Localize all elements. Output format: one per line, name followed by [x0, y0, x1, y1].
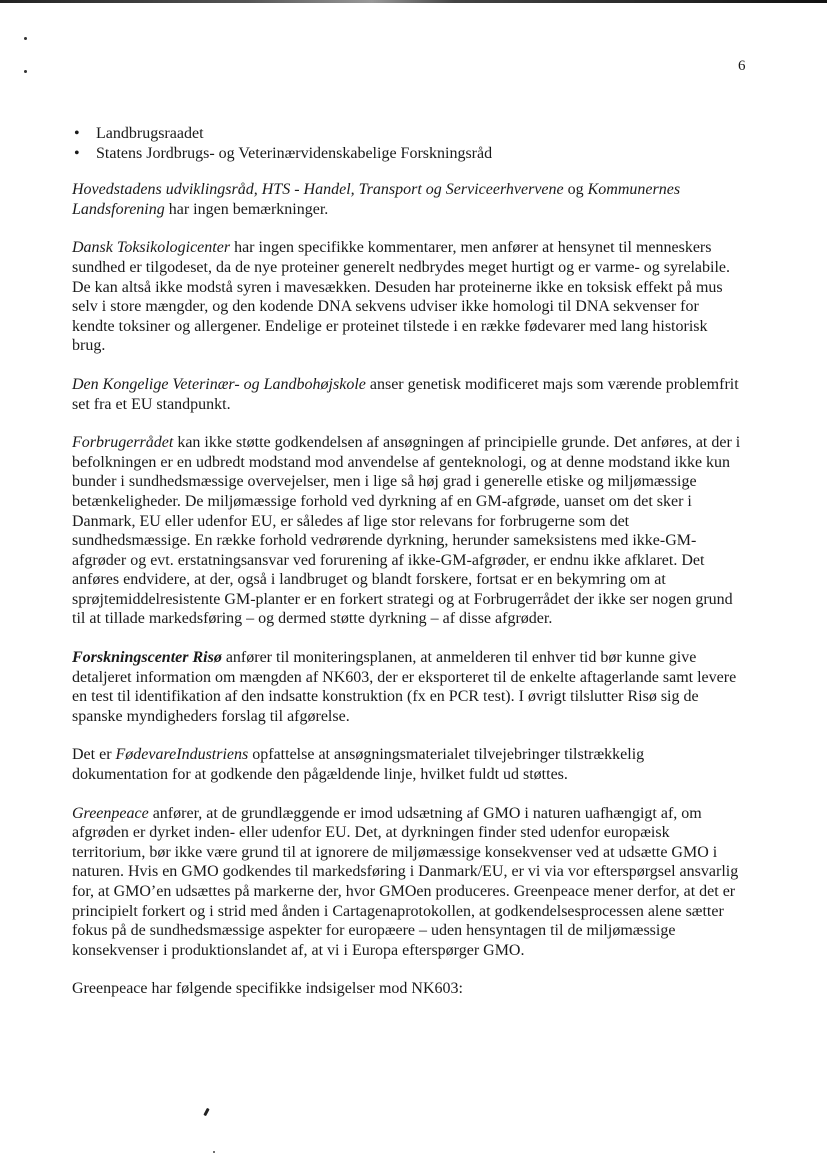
bullet-list [72, 124, 744, 163]
paragraph-text: Greenpeace har følgende specifikke indsigelser mod NK603: [72, 980, 463, 998]
paragraph-toksikologicenter [72, 238, 744, 356]
page-number: 6 [738, 58, 746, 74]
paragraph-no-remarks [72, 180, 744, 219]
top-edge-rule [0, 0, 827, 3]
paragraph-text: opfattelse at ansøgningsmaterialet tilvejebringer tilstrækkelig dokumentation for at godkende den pågældende linje, hvilket fuldt ud støttes. [72, 746, 645, 784]
paragraph-text: anfører til moniteringsplanen, at anmelderen til enhver tid bør kunne give detaljeret information om mængden af NK603, der er eksporteret til de enkelte aftagerlande samt levere en test til identifikation af den indsatte konstruktion (fx en PCR test). I øvrigt tilslutter Risø sig de spanske myndigheders forslag til afgørelse. [72, 649, 737, 725]
paragraph-risoe [72, 648, 744, 726]
scan-speck [213, 1151, 215, 1153]
paragraph-text: og [563, 181, 588, 199]
bullet-icon: • [74, 125, 80, 142]
paragraph-kvl [72, 375, 744, 414]
org-name: Greenpeace [72, 804, 149, 822]
paragraph-text: kan ikke støtte godkendelsen af ansøgningen af principielle grunde. Det anføres, at der i befolkningen er en udbredt modstand mod anvendelse af genteknologi, og at denne modstand ikke kun bunder i sundhedsmæssige overvejelser, men i lige så høj grad i generelle etiske og miljømæssige betænkeligheder. De miljømæssige forhold ved dyrkning af en GM-afgrøde, uanset om det sker i Danmark, EU eller udenfor EU, er således af lige stor relevans for forbrugerne som det sundhedsmæssige. En række forhold vedrørende dyrkning, herunder sameksistens med ikke-GM-afgrøder og evt. erstatningsansvar ved forurening af ikke-GM-afgrøder, er endnu ikke afklaret. Det anføres endvidere, at der, også i landbruget og blandt forskere, fortsat er en bekymring om at sprøjtemiddelresistente GM-planter er en forkert strategi og at Forbrugerrådet der ikke ser nogen grund til at tillade markedsføring – og dermed støtte dyrkning – af disse afgrøder. [72, 434, 741, 628]
list-item [72, 124, 744, 144]
scan-speck [24, 70, 27, 73]
paragraph-text: anfører, at de grundlæggende er imod udsætning af GMO i naturen uafhængigt af, om afgrøden er dyrket inden- eller udenfor EU. Det, at dyrkningen finder sted udenfor europæisk territorium, bør ikke være grund til at ignorere de miljømæssige konsekvenser ved at udsætte GMO i naturen. Hvis en GMO godkendes til markedsføring i Danmark/EU, er vi via vor efterspørgsel ansvarlig for, at GMO’en udsættes på markerne der, hvor GMOen produceres. Greenpeace mener derfor, at det er principielt forkert og i strid med ånden i Cartagenaprotokollen, at godkendelsesprocessen alene sætter fokus på de sundhedsmæssige aspekter for europæere – uden hensyntagen til de miljømæssige konsekvenser i produktionslandet af, at vi i Europa efterspørger GMO. [72, 804, 739, 959]
document-body [72, 124, 744, 1018]
org-name: Kommunernes Landsforening [72, 181, 681, 218]
org-name: Forskningscenter Risø [72, 649, 222, 667]
bullet-icon: • [74, 144, 80, 162]
paragraph-foedevareindustrien [72, 745, 744, 784]
stray-pen-mark [203, 1108, 209, 1116]
org-name: Hovedstadens udviklingsråd, HTS - Handel, Transport og Serviceerhvervene [72, 181, 564, 199]
list-item [72, 144, 744, 164]
list-item-text: Statens Jordbrugs- og Veterinærvidenskabelige Forskningsråd [96, 144, 493, 162]
org-name: Den Kongelige Veterinær- og Landbohøjskole [72, 375, 366, 393]
paragraph-text: har ingen bemærkninger. [164, 200, 329, 218]
scan-speck [24, 37, 27, 40]
paragraph-greenpeace [72, 804, 744, 961]
paragraph-text: Det er [72, 746, 116, 764]
paragraph-text: anser genetisk modificeret majs som værende problemfrit set fra et EU standpunkt. [72, 375, 739, 413]
org-name: Dansk Toksikologicenter [72, 239, 231, 257]
org-name: FødevareIndustriens [115, 746, 249, 764]
list-item-text: Landbrugsraadet [96, 125, 204, 142]
paragraph-greenpeace-objections [72, 979, 744, 999]
paragraph-forbrugerraadet [72, 433, 744, 629]
paragraph-text: har ingen specifikke kommentarer, men anfører at hensynet til menneskers sundhed er tilgodeset, da de nye proteiner generelt nedbrydes meget hurtigt og er varme- og syrelabile. De kan altså ikke modstå syren i mavesækken. Desuden har proteinerne ikke en toksisk effekt på mus selv i store mængder, og den kodende DNA sekvens udviser ikke homologi til DNA sekvenser for kendte toksiner og allergener. Endelige er proteinet tilstede i en række fødevarer med lang historisk brug. [72, 239, 730, 355]
org-name: Forbrugerrådet [72, 434, 174, 452]
